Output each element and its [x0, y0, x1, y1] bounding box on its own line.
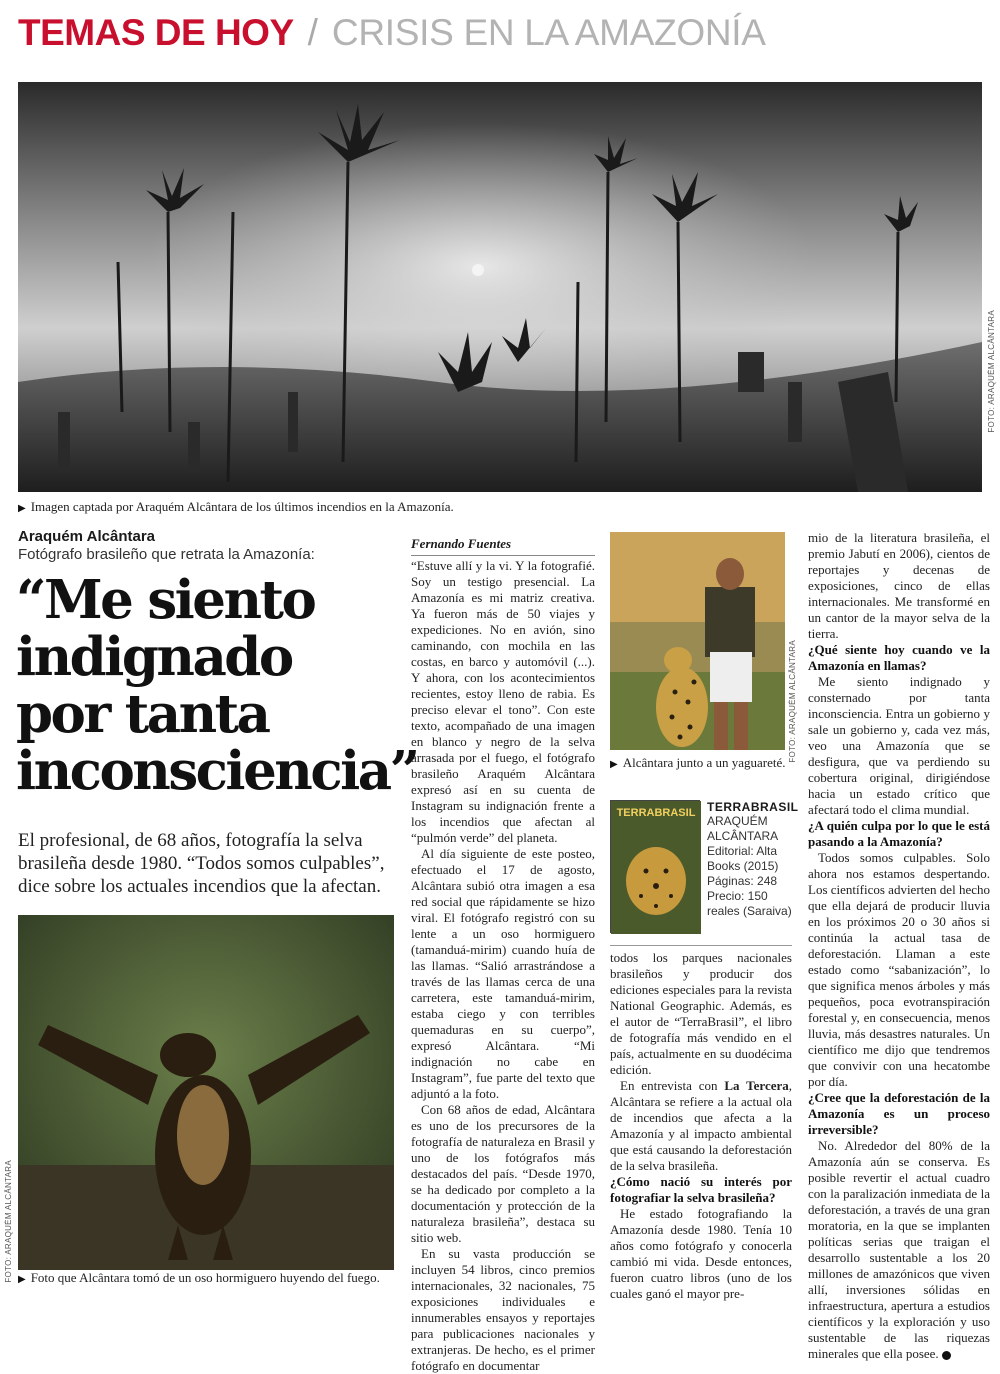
paragraph: todos los parques nacionales brasileños y producir dos ediciones especiales para la revista National Geographic. Además, es el autor de “TerraBrasil”, el libro de fotografía más vendido en el país, actualmente en su duodécima edición. [610, 950, 792, 1077]
header-separator: / [307, 12, 318, 53]
lede: El profesional, de 68 años, fotografía la selva brasileña desde 1980. “Todos somos culpables”, dice sobre los actuales incendios que la afectan. [18, 830, 385, 897]
portrait-photo [610, 532, 785, 750]
answer: Me siento indignado y consternado por tanta inconsciencia. Entra un gobierno y sale un gobierno y, cada vez más, veo una Amazonía que se desfigura, que va perdiendo su cobertura original, dirigiéndose hacia un estado crítico que afectará todo el clima mundial. [808, 674, 990, 817]
hero-photo-credit: FOTO: ARAQUÉM ALCÂNTARA [987, 310, 996, 433]
anteater-caption-text: Foto que Alcântara tomó de un oso hormiguero huyendo del fuego. [30, 1270, 380, 1285]
book-details [707, 800, 799, 919]
book-publisher: Editorial: Alta Books (2015) [707, 844, 779, 873]
end-mark-icon [942, 1351, 951, 1360]
article-author: Fernando Fuentes [411, 536, 595, 556]
answer-final [808, 1138, 990, 1362]
hero-caption-text: Imagen captada por Araquém Alcântara de los últimos incendios en la Amazonía. [30, 499, 454, 514]
headline: “Me siento indignado por tanta inconsciencia” [16, 569, 418, 802]
topic-title: CRISIS EN LA AMAZONÍA [331, 12, 766, 53]
divider [610, 945, 792, 946]
outlet-name: La Tercera [724, 1078, 789, 1093]
anteater-image [18, 915, 394, 1270]
hero-caption [18, 499, 454, 515]
paragraph: Al día siguiente de este posteo, efectuado el 17 de agosto, Alcântara subió otra imagen a esa red social que rápidamente se hizo viral. El fotógrafo registró con su lente a un oso hormiguero (tamanduá-mirim) cuando huía de las llamas. “Salió arrastrándose a través de las llamas cerca de una carretera, este tamanduá-mirim, estaba ciego y con terribles quemaduras en su cuerpo”, expresó Alcântara. “Mi indignación no cabe en Instagram”, fue parte del texto que adjuntó a la foto. [411, 846, 595, 1101]
question: ¿Qué siente hoy cuando ve la Amazonía en llamas? [808, 642, 990, 673]
caption-arrow-icon: ▶ [610, 759, 618, 770]
interview-prefix: En entrevista con [620, 1078, 725, 1093]
paragraph: “Estuve allí y la vi. Y la fotografié. Soy un testigo presencial. La Amazonía es mi matriz creativa. Ya fueron más de 50 viajes y expediciones. No en avión, sino caminando, con mochila en las costas, en barco y automóvil (...). Y ahora, con los acontecimientos recientes, estoy lleno de rabia. Es preciso elevar el tono”. Con este texto, acompañado de una imagen en blanco y negro de la selva arrasada por el fuego, el fotógrafo brasileño Araquém Alcântara expresó así en su cuenta de Instagram su indignación frente a los incendios que afectan al “pulmón verde” del planeta. [411, 558, 595, 845]
book-pages: Páginas: 248 [707, 874, 778, 888]
article-column-2 [610, 950, 792, 1302]
answer: He estado fotografiando la Amazonía desde 1980. Tenía 10 años como fotógrafo y conocerla cambió mi vida. Desde entonces, fueron cuatro libros (uno de los cuales ganó el mayor pre- [610, 1206, 792, 1301]
anteater-photo [18, 915, 394, 1270]
paragraph: En su vasta producción se incluyen 54 libros, cinco premios internacionales, 32 nacionales, 75 exposiciones individuales e innumerables ensayos y reportajes para publicaciones nacionales y extranjeras. De hecho, es el primer fotógrafo en documentar [411, 1246, 595, 1373]
caption-arrow-icon: ▶ [18, 1274, 26, 1285]
burned-forest-image [18, 82, 982, 492]
paragraph: Con 68 años de edad, Alcântara es uno de los precursores de la fotografía de naturaleza en Brasil y uno de los fotógrafos más destacados del país. “Desde 1970, se ha dedicado por completo a la documentación y protección de la naturaleza brasileña”, destaca su sitio web. [411, 1102, 595, 1245]
question: ¿A quién culpa por lo que le está pasando a la Amazonía? [808, 818, 990, 849]
hero-photo [18, 82, 982, 492]
anteater-caption [18, 1270, 380, 1286]
photographer-with-jaguar-image [610, 532, 785, 750]
paragraph-interview [610, 1078, 792, 1174]
answer-continued: mio de la literatura brasileña, el premio Jabutí en 2006), cientos de reportajes y decenas de exposiciones, cinco de ellas internacionales. Me transformé en un cantor de la mayor selva de la tierra. [808, 530, 990, 641]
section-header [18, 12, 766, 58]
portrait-caption [610, 755, 786, 771]
book-price: Precio: 150 reales (Saraiva) [707, 889, 792, 918]
book-title: TERRABRASIL [707, 800, 799, 814]
article-column-3 [808, 530, 990, 1362]
section-name: TEMAS DE HOY [18, 12, 294, 53]
answer: Todos somos culpables. Solo ahora nos estamos despertando. Los científicos advierten del hecho que ella dejará de producir lluvia en los próximos 20 o 30 años si continúa la actual tasa de deforestación. Llaman a este estado como “sabanización”, lo que significa menos árboles y más pequeños, poca evotranspiración forestal y, en consecuencia, menos lluvia, más desastres naturales. Un científico me dijo que tendremos que convivir con una hecatombe por día. [808, 850, 990, 1089]
answer-text: No. Alrededor del 80% de la Amazonía aún se conserva. Es posible revertir el actual cuadro con la paralización inmediata de la deforestación, a través de una gran moratoria, en la que se implanten políticas serias que traigan el desarrollo sustentable a los 20 millones de amazónicos que viven allí, inversiones sólidas en infraestructura, apertura a estudios científicos y la exploración y uso sustentable de las riquezas minerales que ella posee. [808, 1138, 990, 1361]
book-author: ARAQUÉM ALCÂNTARA [707, 814, 779, 843]
jaguar-cover-image [611, 801, 701, 934]
subject-name: Araquém Alcântara [18, 528, 155, 545]
article-column-1 [411, 558, 595, 1374]
book-cover-title: TERRABRASIL [616, 807, 696, 819]
portrait-photo-credit: FOTO: ARAQUÉM ALCÂNTARA [788, 640, 797, 763]
question: ¿Cómo nació su interés por fotografiar la selva brasileña? [610, 1174, 792, 1205]
interview-rest: , Alcântara se refiere a la actual ola de incendios que afecta a la Amazonía y al impacto ambiental que está causando la deforestación de la selva brasileña. [610, 1078, 793, 1173]
caption-arrow-icon: ▶ [18, 503, 26, 514]
anteater-photo-credit: FOTO: ARAQUÉM ALCÂNTARA [4, 1160, 13, 1283]
subject-description: Fotógrafo brasileño que retrata la Amazonía: [18, 546, 315, 563]
book-cover [610, 800, 700, 933]
question: ¿Cree que la deforestación de la Amazonía es un proceso irreversible? [808, 1090, 990, 1137]
portrait-caption-text: Alcântara junto a un yaguareté. [622, 755, 786, 770]
